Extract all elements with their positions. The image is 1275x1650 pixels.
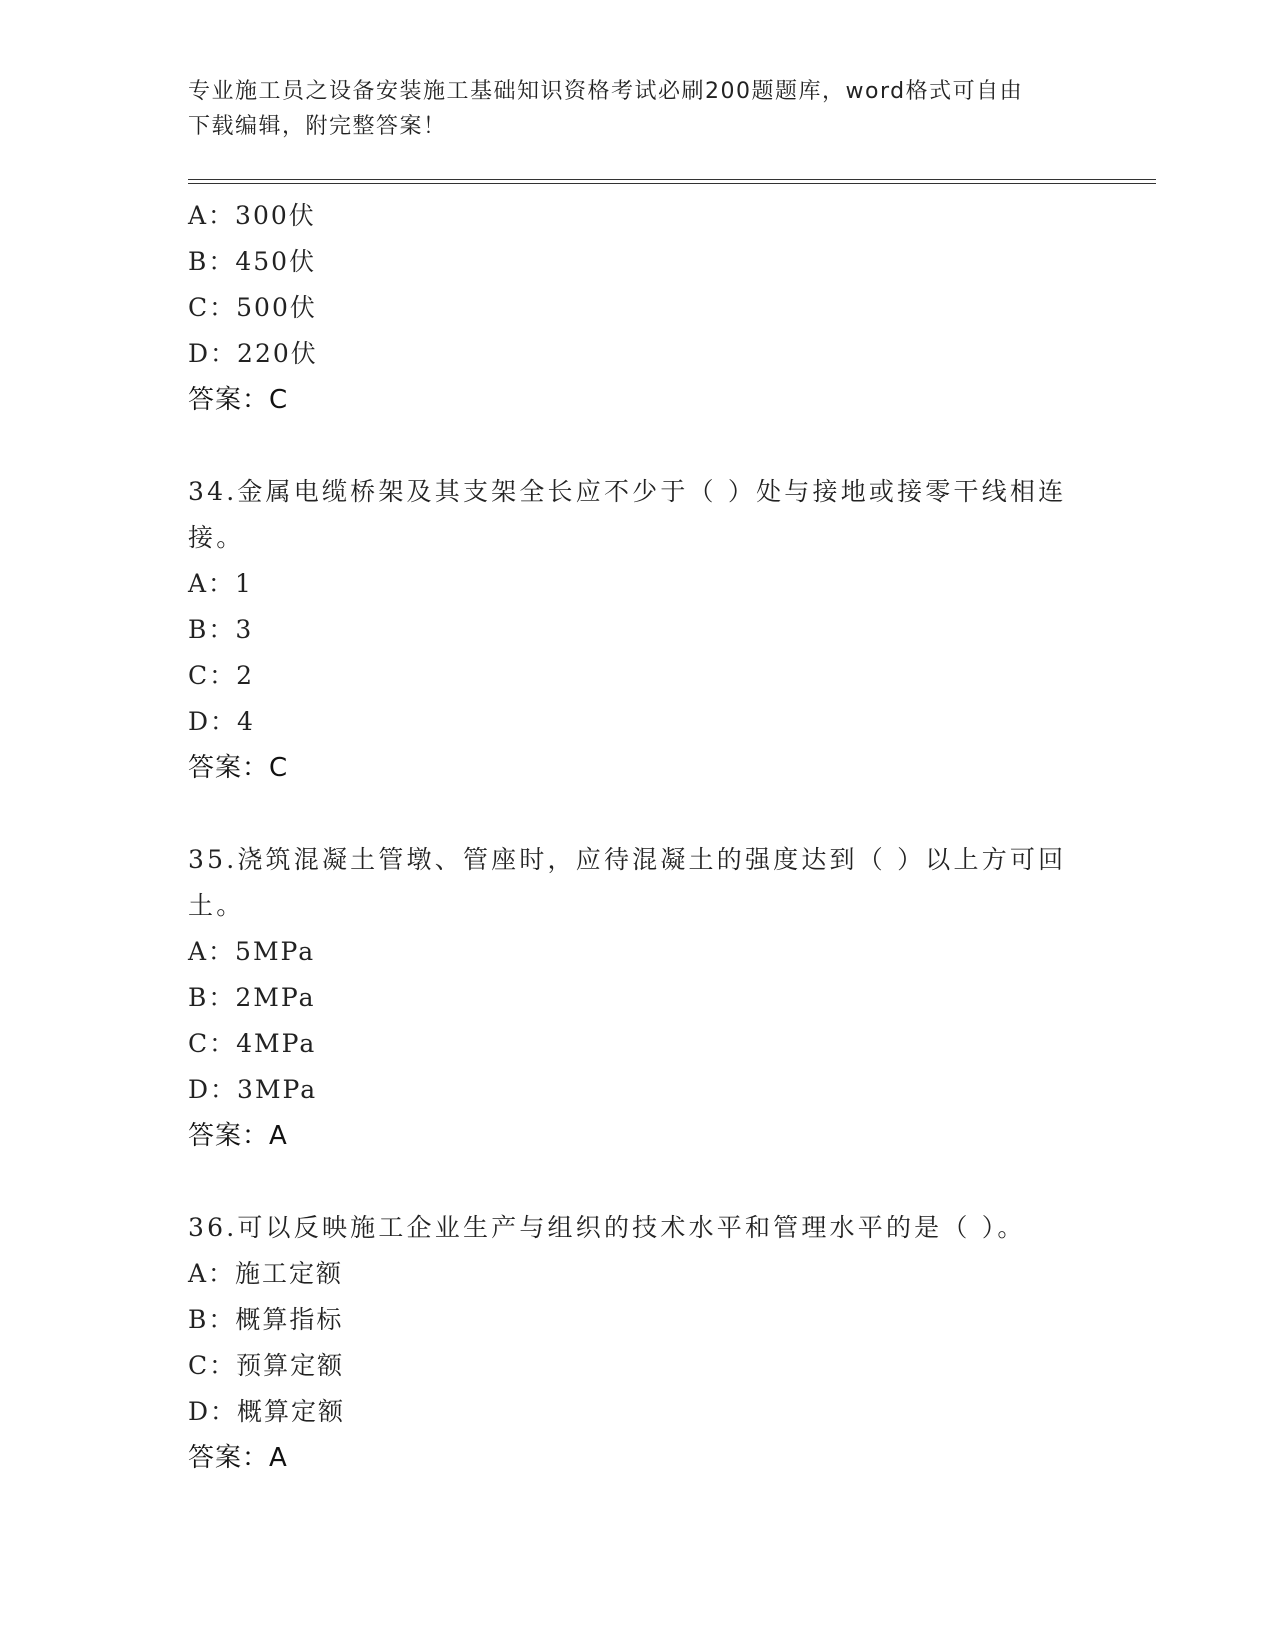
spacer (188, 1159, 1088, 1205)
option-a: A：300伏 (188, 201, 316, 230)
document-header (188, 74, 1088, 144)
option-c: C：预算定额 (188, 1351, 345, 1380)
header-divider-top (188, 179, 1156, 180)
question-block-35 (188, 837, 1088, 1159)
spacer (188, 423, 1088, 469)
option-c: C：500伏 (188, 293, 317, 322)
answer-label: 答案：C (188, 385, 289, 415)
option-d: D：4 (188, 707, 255, 736)
question-block-36 (188, 1205, 1088, 1481)
header-divider-bottom (188, 183, 1156, 184)
option-b: B：2MPa (188, 983, 316, 1012)
option-a: A：1 (188, 569, 253, 598)
question-text: 35.浇筑混凝土管墩、管座时，应待混凝土的强度达到（ ）以上方可回土。 (188, 845, 1067, 920)
answer-label: 答案：A (188, 1121, 288, 1151)
header-line-1: 专业施工员之设备安装施工基础知识资格考试必刷200题题库，word格式可自由 (188, 79, 1024, 104)
option-c: C：4MPa (188, 1029, 317, 1058)
question-list (188, 193, 1088, 1481)
option-d: D：220伏 (188, 339, 318, 368)
option-c: C：2 (188, 661, 255, 690)
option-d: D：3MPa (188, 1075, 318, 1104)
option-b: B：450伏 (188, 247, 317, 276)
answer-label: 答案：A (188, 1443, 288, 1473)
question-block-prev (188, 193, 1088, 423)
question-block-34 (188, 469, 1088, 791)
option-b: B：3 (188, 615, 254, 644)
question-text: 34.金属电缆桥架及其支架全长应不少于（ ）处与接地或接零干线相连接。 (188, 477, 1067, 552)
header-line-2: 下载编辑，附完整答案！ (188, 114, 447, 139)
option-d: D：概算定额 (188, 1397, 346, 1426)
question-text: 36.可以反映施工企业生产与组织的技术水平和管理水平的是（ ）。 (188, 1213, 1026, 1242)
option-a: A：5MPa (188, 937, 316, 966)
option-a: A：施工定额 (188, 1259, 344, 1288)
option-b: B：概算指标 (188, 1305, 344, 1334)
answer-label: 答案：C (188, 753, 289, 783)
spacer (188, 791, 1088, 837)
